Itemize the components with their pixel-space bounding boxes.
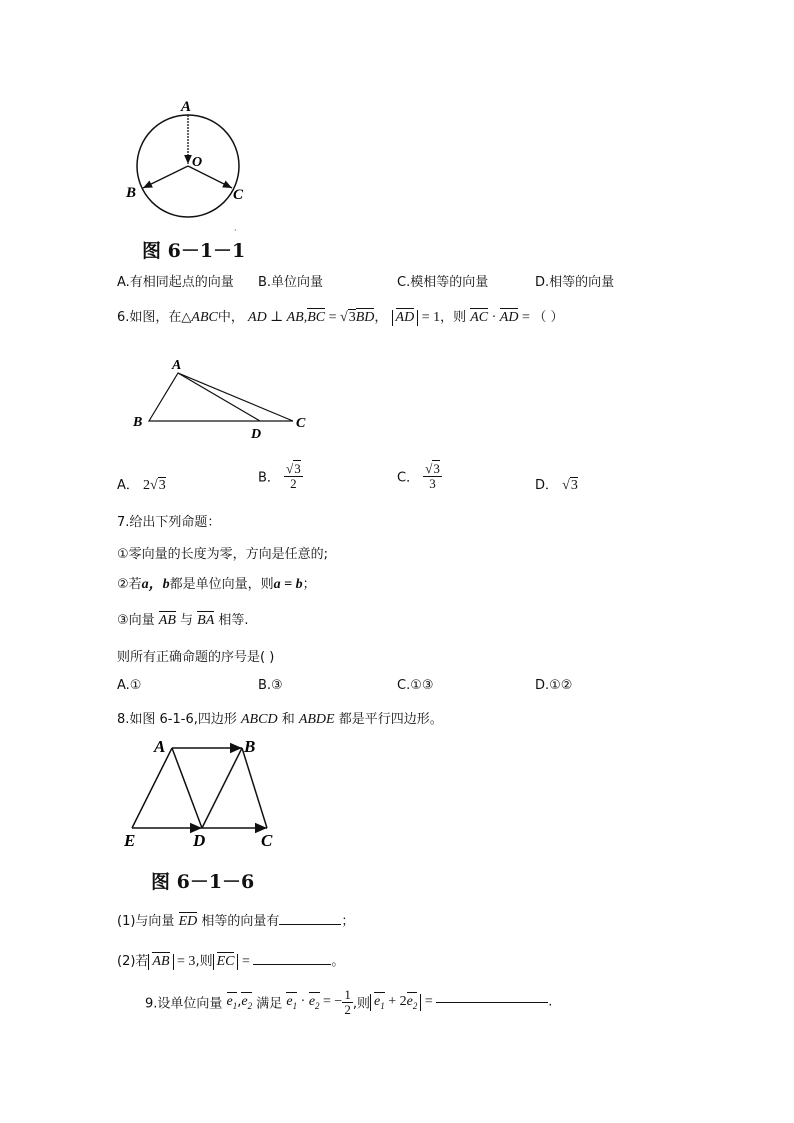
- label-b: B: [126, 185, 137, 201]
- label-a: A: [154, 737, 166, 756]
- q9-blank[interactable]: [436, 1002, 548, 1003]
- q7-option-b[interactable]: B.③: [258, 678, 283, 693]
- label-e: E: [124, 831, 136, 850]
- q5-option-c[interactable]: C.模相等的向量: [397, 275, 489, 290]
- figure-mark-dot: ·: [234, 226, 237, 235]
- q5-option-a[interactable]: A.有相同起点的向量: [117, 275, 234, 290]
- q7-option-d[interactable]: D.①②: [535, 678, 573, 693]
- q7-statement-2: ②若a，b都是单位向量，则a = b；: [117, 577, 316, 592]
- label-c: C: [296, 416, 306, 431]
- figure-6-1-1: [120, 95, 255, 225]
- figure-1-caption: 图 6－1－1: [142, 240, 246, 262]
- q7-statement-3: ③向量 AB 与 BA 相等.: [117, 613, 249, 628]
- q9-stem: 9.设单位向量 $e_1,e_2$ 满足 $e_1 \cdot e_2$ = − $\frac{1}{2}$ ,则 $e_1 + 2e_2$ = .: [145, 987, 553, 1017]
- q6-stem: 6.如图，在△ABC中， AD ⊥ AB,BC = √3BD， AD = 1，则 AC · AD = （ ）: [117, 310, 564, 325]
- label-c: C: [261, 831, 273, 850]
- segment-bc: [242, 748, 267, 828]
- vector-ob: [143, 166, 188, 188]
- label-c: C: [233, 187, 244, 203]
- segment-bd: [202, 748, 242, 828]
- label-o: O: [192, 155, 203, 170]
- q8-part-1-blank[interactable]: [279, 924, 341, 925]
- q5-option-d[interactable]: D.相等的向量: [535, 275, 615, 290]
- q6-option-d[interactable]: D． √3: [535, 478, 578, 493]
- label-d: D: [251, 427, 262, 442]
- label-a: A: [172, 358, 182, 373]
- label-b: B: [244, 737, 256, 756]
- q7-option-a[interactable]: A.①: [117, 678, 142, 693]
- q7-option-c[interactable]: C.①③: [397, 678, 434, 693]
- figure-q6-triangle: [128, 352, 318, 442]
- segment-ad: [178, 373, 260, 421]
- triangle-abc: [149, 373, 293, 421]
- q7-statement-1: ①零向量的长度为零，方向是任意的;: [117, 547, 329, 562]
- label-a: A: [181, 99, 192, 115]
- q5-option-b[interactable]: B.单位向量: [258, 275, 324, 290]
- segment-ea: [132, 748, 172, 828]
- q7-question: 则所有正确命题的序号是( ): [117, 650, 275, 665]
- q6-option-c[interactable]: C． $\frac{√3}{3}$: [397, 461, 440, 491]
- q8-stem: 8.如图 6-1-6,四边形 ABCD 和 ABDE 都是平行四边形。: [117, 712, 443, 727]
- q8-part-2: (2)若 AB = 3,则 EC = 。: [117, 954, 345, 969]
- q8-part-2-blank[interactable]: [253, 964, 331, 965]
- label-d: D: [193, 831, 206, 850]
- q6-option-b[interactable]: B． $\frac{√3}{2}$: [258, 461, 301, 491]
- figure-6-caption: 图 6－1－6: [151, 871, 255, 893]
- figure-6-1-6: [118, 734, 288, 854]
- segment-ad: [172, 748, 202, 828]
- q8-part-1: (1)与向量 ED 相等的向量有 ；: [117, 914, 355, 929]
- label-b: B: [133, 415, 143, 430]
- q6-option-a[interactable]: A． 2√3: [117, 478, 166, 493]
- q7-title: 7.给出下列命题：: [117, 515, 221, 530]
